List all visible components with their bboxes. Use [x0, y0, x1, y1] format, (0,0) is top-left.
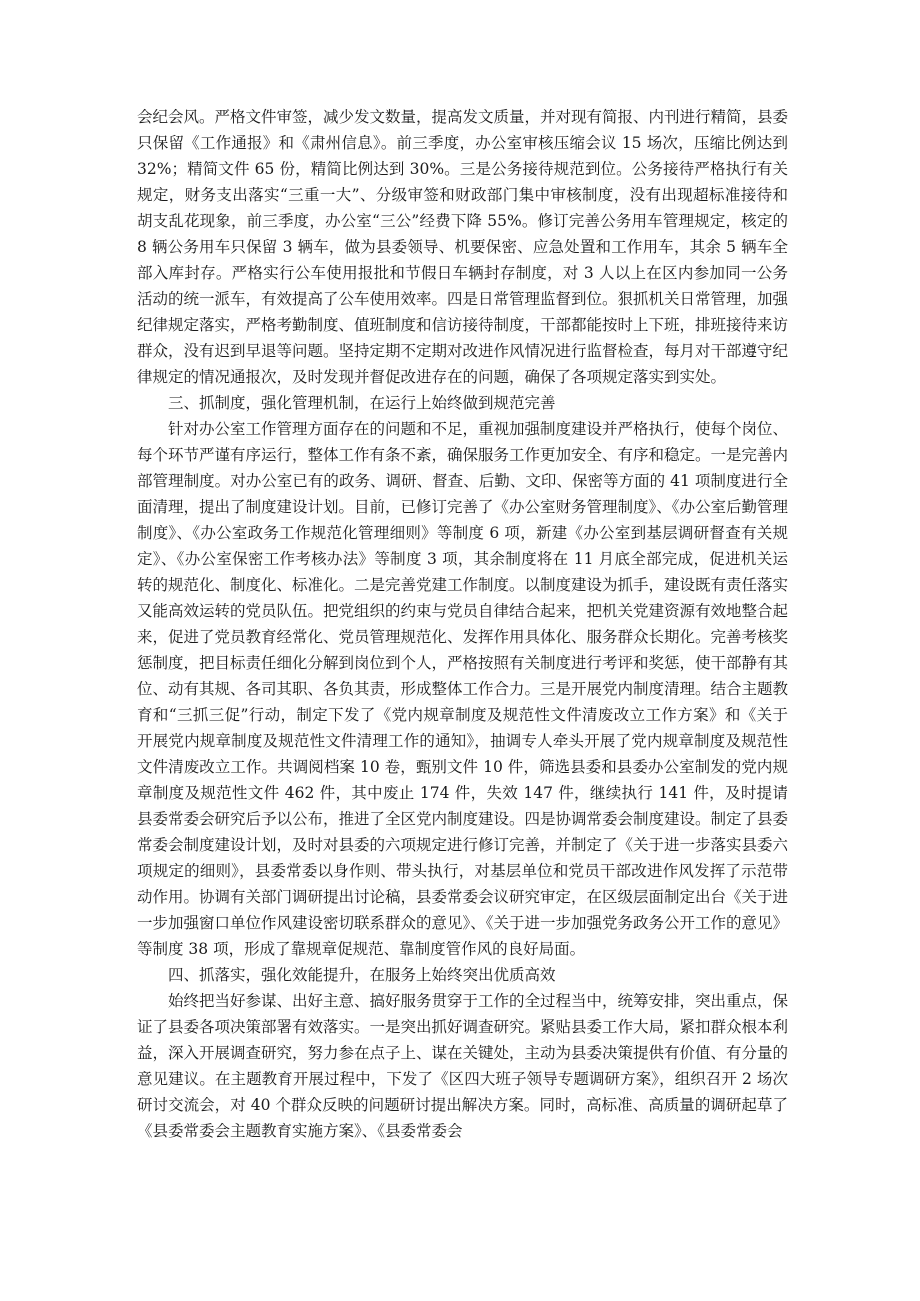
paragraph-section-4: 始终把当好参谋、出好主意、搞好服务贯穿于工作的全过程当中，统筹安排，突出重点，保证了县委各项决策部署有效落实。一是突出抓好调查研究。紧贴县委工作大局，紧扣群众根本利益，深入开展调查研究，努力参在点子上、谋在关键处，主动为县委决策提供有价值、有分量的意见建议。在主题教育开展过程中，下发了《区四大班子领导专题调研方案》，组织召开 2 场次研讨交流会，对 40 个群众反映的问题研讨提出解决方案。同时，高标准、高质量的调研起草了《县委常委会主题教育实施方案》、《县委常委会 — [137, 992, 789, 1140]
paragraph-section-3: 针对办公室工作管理方面存在的问题和不足，重视加强制度建设并严格执行，使每个岗位、每个环节严谨有序运行，整体工作有条不紊，确保服务工作更加安全、有序和稳定。一是完善内部管理制度。对办公室已有的政务、调研、督查、后勤、文印、保密等方面的 41 项制度进行全面清理，提出了制度建设计划。目前，已修订完善了《办公室财务管理制度》、《办公室后勤管理制度》、《办公室政务工作规范化管理细则》等制度 6 项，新建《办公室到基层调研督查有关规定》、《办公室保密工作考核办法》等制度 3 项，其余制度将在 11 月底全部完成，促进机关运转的规范化、制度化、标准化。二是完善党建工作制度。以制度建设为抓手，建设既有责任落实又能高效运转的党员队伍。把党组织的约束与党员自律结合起来，把机关党建资源有效地整合起来，促进了党员教育经常化、党员管理规范化、发挥作用具体化、服务群众长期化。完善考核奖惩制度，把目标责任细化分解到岗位到个人，严格按照有关制度进行考评和奖惩，使干部静有其位、动有其规、各司其职、各负其责，形成整体工作合力。三是开展党内制度清理。结合主题教育和“三抓三促”行动，制定下发了《党内规章制度及规范性文件清废改立工作方案》和《关于开展党内规章制度及规范性文件清理工作的通知》，抽调专人牵头开展了党内规章制度及规范性文件清废改立工作。共调阅档案 10 卷，甄别文件 10 件，筛选县委和县委办公室制发的党内规章制度及规范性文件 462 件，其中废止 174 件，失效 147 件，继续执行 141 件，及时提请县委常委会研究后予以公布，推进了全区党内制度建设。四是协调常委会制度建设。制定了县委常委会制度建设计划，及时对县委的六项规定进行修订完善，并制定了《关于进一步落实县委六项规定的细则》，县委常委以身作则、带头执行，对基层单位和党员干部改进作风发挥了示范带动作用。协调有关部门调研提出讨论稿，县委常委会议研究审定，在区级层面制定出台《关于进一步加强窗口单位作风建设密切联系群众的意见》、《关于进一步加强党务政务公开工作的意见》等制度 38 项，形成了靠规章促规范、靠制度管作风的良好局面。 — [137, 420, 789, 958]
section-heading-3: 三、抓制度，强化管理机制，在运行上始终做到规范完善 — [168, 394, 556, 412]
document-page — [137, 104, 788, 1144]
document-body — [137, 104, 788, 1144]
section-heading-4: 四、抓落实，强化效能提升，在服务上始终突出优质高效 — [168, 966, 556, 984]
paragraph-continued: 会纪会风。严格文件审签，减少发文数量，提高发文质量，并对现有简报、内刊进行精简，县委只保留《工作通报》和《肃州信息》。前三季度，办公室审核压缩会议 15 场次，压缩比例达到 32%；精简文件 65 份，精简比例达到 30%。三是公务接待规范到位。公务接待严格执行有关规定，财务支出落实“三重一大”、分级审签和财政部门集中审核制度，没有出现超标准接待和胡支乱花现象，前三季度，办公室“三公”经费下降 55%。修订完善公务用车管理规定，核定的 8 辆公务用车只保留 3 辆车，做为县委领导、机要保密、应急处置和工作用车，其余 5 辆车全部入库封存。严格实行公车使用报批和节假日车辆封存制度，对 3 人以上在区内参加同一公务活动的统一派车，有效提高了公车使用效率。四是日常管理监督到位。狠抓机关日常管理，加强纪律规定落实，严格考勤制度、值班制度和信访接待制度，干部都能按时上下班，排班接待来访群众，没有迟到早退等问题。坚持定期不定期对改进作风情况进行监督检查，每月对干部遵守纪律规定的情况通报次，及时发现并督促改进存在的问题，确保了各项规定落实到实处。 — [137, 108, 789, 386]
